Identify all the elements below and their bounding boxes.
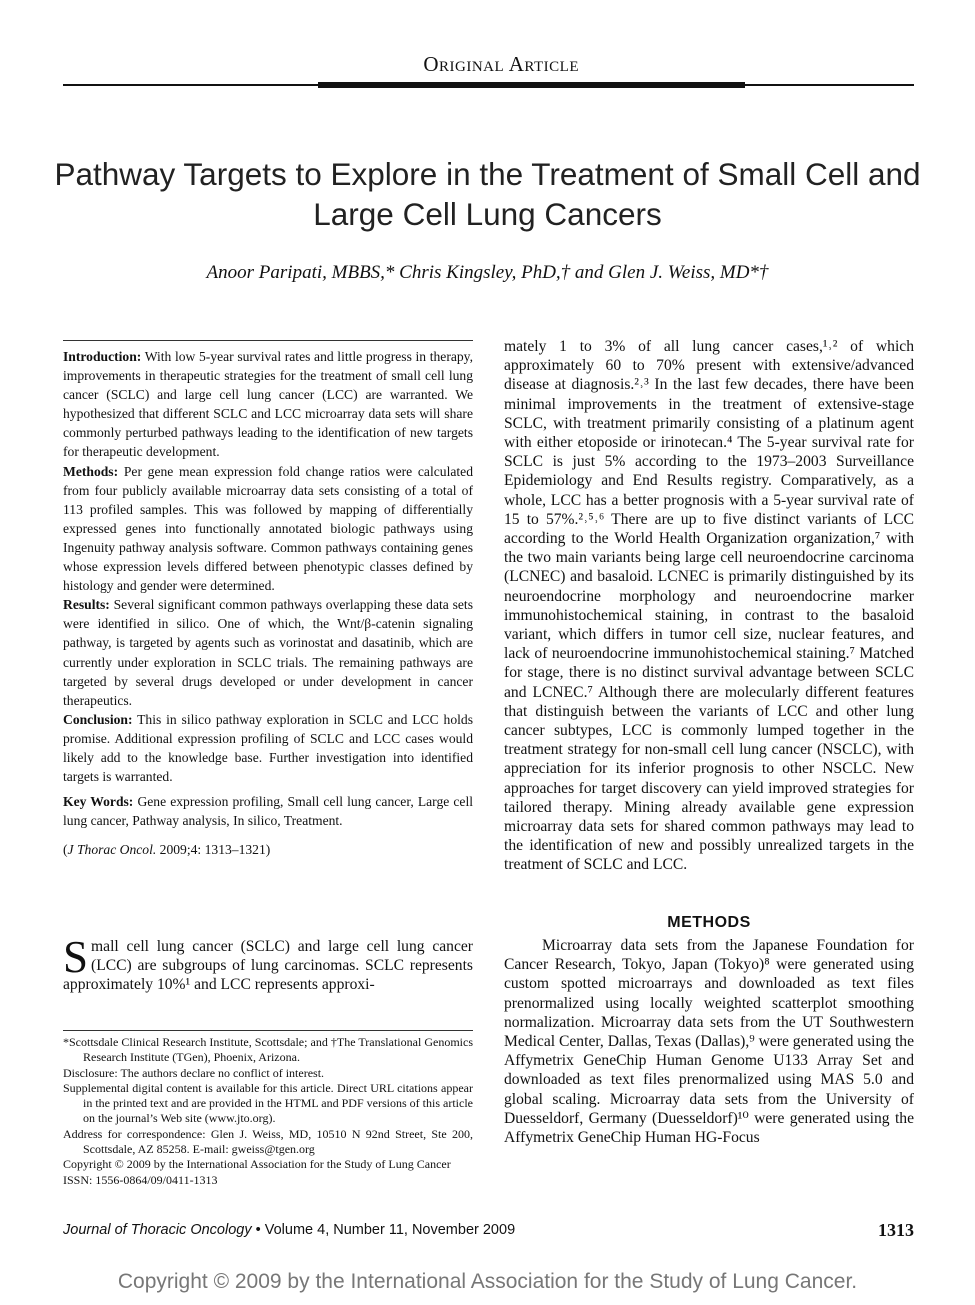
footnotes [63, 1030, 473, 1188]
section-label: Original Article [423, 52, 579, 76]
footnote-disclosure: Disclosure: The authors declare no conflict of interest. [63, 1065, 325, 1080]
abstract-keywords-label: Key Words: [63, 794, 134, 810]
article-title: Pathway Targets to Explore in the Treatment of Small Cell and Large Cell Lung Cancers [54, 156, 921, 232]
footnote-correspondence: Address for correspondence: Glen J. Weiss, MD, 10510 N 92nd Street, Ste 200, Scottsdale, AZ 85258. E-mail: gweiss@tgen.org [63, 1126, 473, 1157]
right-column [504, 337, 914, 1147]
abstract-methods-text: Per gene mean expression fold change ratios were calculated from four publicly available microarray data sets consisting of a total of 113 profiled samples. This was followed by mapping of differentially expressed genes into functionally annotated biologic pathways using Ingenuity pathway analysis software. Common pathways containing genes whose expression levels differed between phenotypic classes defined by histology and gender were determined. [63, 463, 473, 594]
abstract-introduction-label: Introduction: [63, 349, 142, 364]
abstract-methods [63, 462, 473, 596]
abstract-results [63, 595, 473, 710]
citation-journal: J Thorac Oncol. [67, 842, 157, 858]
abstract-conclusion-label: Conclusion: [63, 711, 133, 727]
abstract-keywords [63, 792, 473, 830]
abstract-conclusion [63, 710, 473, 786]
abstract-introduction-text: With low 5-year survival rates and little progress in therapy, improvements in therapeutic strategies for the treatment of small cell lung cancer (SCLC) and large cell lung cancer (LCC) are warranted. We hypothesized that different SCLC and LCC microarray data sets will share commonly perturbed pathways leading to the identification of new targets for therapeutic development. [63, 349, 473, 460]
footnote-copyright: Copyright © 2009 by the International Association for the Study of Lung Cancer [63, 1157, 451, 1172]
abstract-keywords-text: Gene expression profiling, Small cell lung cancer, Large cell lung cancer, Pathway analysis, In silico, Treatment. [63, 794, 474, 829]
abstract-results-label: Results: [63, 597, 110, 613]
header-rule-accent [318, 82, 745, 88]
footnote-issn: ISSN: 1556-0864/09/0411-1313 [63, 1172, 218, 1187]
abstract-results-text: Several significant common pathways overlapping these data sets were identified in silico. One of which, the Wnt/β-catenin signaling pathway, is targeted by agents such as vorinostat and dasatinib, which are currently under exploration in SCLC trials. The remaining pathways are targeted by several drugs developed or under development in cancer therapeutics. [63, 597, 473, 708]
methods-heading: METHODS [667, 913, 751, 931]
introduction-paragraph [63, 932, 473, 995]
introduction-continued: mately 1 to 3% of all lung cancer cases,¹˒² of which approximately 60 to 70% present with extensive/advanced disease at diagnosis.²˒³ In the last few decades, there have been minimal improvements in the treatment of extensive-stage SCLC, with treatment primarily consisting of a platinum agent with either etoposide or irinotecan.⁴ The 5-year survival rate for SCLC is just 5% according to the 1973–2003 Surveillance Epidemiology and End Results registry. Comparatively, as a whole, LCC has a better prognosis with a 5-year survival rate of 15 to 57%.²˒⁵˒⁶ There are up to five distinct variants of LCC according to the World Health Organization organization,⁷ with the two main variants being large cell neuroendocrine carcinoma (LCNEC) and basaloid. LCNEC is primarily distinguished by its neuroendocrine morphology and neuroendocrine marker immunohistochemical staining, in contrast to the basaloid variant, which differs in tumor cell size, nuclear features, and lack of neuroendocrine immunohistochemical staining.⁷ Matched for stage, there is no distinct survival advantage between SCLC and LCNEC.⁷ Although there are molecularly different features that distinguish between the variants of LCC and other lung cancer subtypes, LCC is commonly lumped together in the treatment strategy for non-small cell lung cancer (NSCLC), with appreciation for its inferior prognosis to other NSCLC. New approaches for target discovery can yield improved strategies for tailored therapy. Mining already available gene expression microarray data sets for shared common pathways may lead to the identification of new and possibly unrealized targets in the treatment of SCLC and LCC. [504, 338, 914, 874]
abstract-conclusion-text: This in silico pathway exploration in SCLC and LCC holds promise. Additional expression profiling of SCLC and LCC cases would likely add to the knowledge base. Further investigation into identified targets is warranted. [63, 711, 473, 785]
footer-bullet: • [251, 1222, 265, 1238]
abstract-introduction [63, 347, 473, 462]
citation-detail: 2009;4: 1313–1321) [156, 842, 271, 858]
abstract-citation: (J Thorac Oncol. 2009;4: 1313–1321) [63, 842, 271, 858]
drop-cap: S [63, 932, 89, 982]
introduction-start [63, 932, 473, 995]
footer-journal-name: Journal of Thoracic Oncology [63, 1222, 252, 1238]
journal-footer [63, 1222, 515, 1238]
introduction-text: mall cell lung cancer (SCLC) and large cell lung cancer (LCC) are subgroups of lung carcinomas. SCLC represents approximately 10%¹ and LCC represents approxi- [63, 938, 473, 994]
copyright-watermark: Copyright © 2009 by the International Association for the Study of Lung Cancer. [117, 1270, 858, 1293]
abstract [63, 340, 473, 859]
methods-paragraph: Microarray data sets from the Japanese Foundation for Cancer Research, Tokyo, Japan (Tokyo)⁸ were generated using custom spotted microarrays and downloaded as text files prenormalized using locally weighted scatterplot smoothing normalization. Microarray data sets from the UT Southwestern Medical Center, Dallas, Texas (Dallas),⁹ were generated using the Affymetrix GeneChip Human Genome U133 Array Set and downloaded as text files prenormalized using MAS 5.0 and global scaling. Microarray data sets from the University of Duesseldorf, Germany (Duesseldorf)¹⁰ were generated using the Affymetrix GeneChip Human HG-Focus [504, 936, 915, 1146]
page-number: 1313 [878, 1220, 914, 1240]
footnote-supplemental: Supplemental digital content is available for this article. Direct URL citations appear in the printed text and are provided in the HTML and PDF versions of this article on the journal’s Web site (www.jto.org). [63, 1080, 473, 1126]
author-list: Anoor Paripati, MBBS,* Chris Kingsley, PhD,† and Glen J. Weiss, MD*† [206, 262, 769, 283]
footer-issue: Volume 4, Number 11, November 2009 [264, 1222, 516, 1238]
footnote-affiliations: *Scottsdale Clinical Research Institute, Scottsdale; and †The Translational Genomics Research Institute (TGen), Phoenix, Arizona. [63, 1035, 473, 1065]
abstract-methods-label: Methods: [63, 463, 119, 479]
